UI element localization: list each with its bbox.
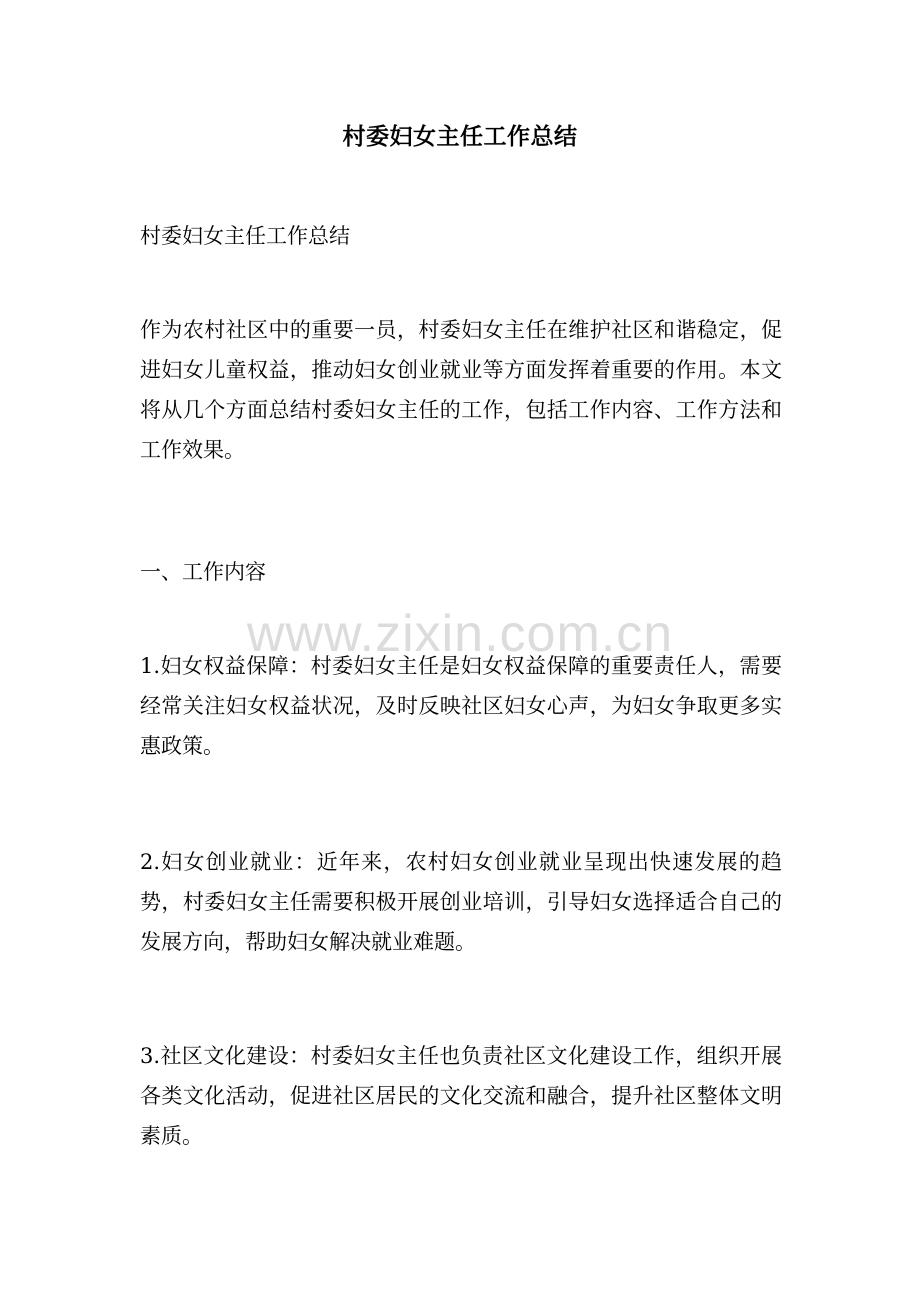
intro-paragraph: 作为农村社区中的重要一员，村委妇女主任在维护社区和谐稳定，促进妇女儿童权益，推动妇女创业就业等方面发挥着重要的作用。本文将从几个方面总结村委妇女主任的工作，包括工作内容、工作方法和工作效果。 [140, 318, 782, 462]
document-title: 村委妇女主任工作总结 [342, 123, 578, 150]
list-item: 1.妇女权益保障：村委妇女主任是妇女权益保障的重要责任人，需要经常关注妇女权益状况，及时反映社区妇女心声，为妇女争取更多实惠政策。 [140, 654, 782, 758]
watermark: www.zixin.com.cn [246, 605, 674, 663]
document-subtitle: 村委妇女主任工作总结 [140, 224, 350, 248]
section-heading-work-content: 一、工作内容 [140, 560, 266, 584]
list-item: 2.妇女创业就业：近年来，农村妇女创业就业呈现出快速发展的趋势，村委妇女主任需要积极开展创业培训，引导妇女选择适合自己的发展方向，帮助妇女解决就业难题。 [140, 850, 782, 954]
list-item: 3.社区文化建设：村委妇女主任也负责社区文化建设工作，组织开展各类文化活动，促进社区居民的文化交流和融合，提升社区整体文明素质。 [140, 1044, 782, 1148]
